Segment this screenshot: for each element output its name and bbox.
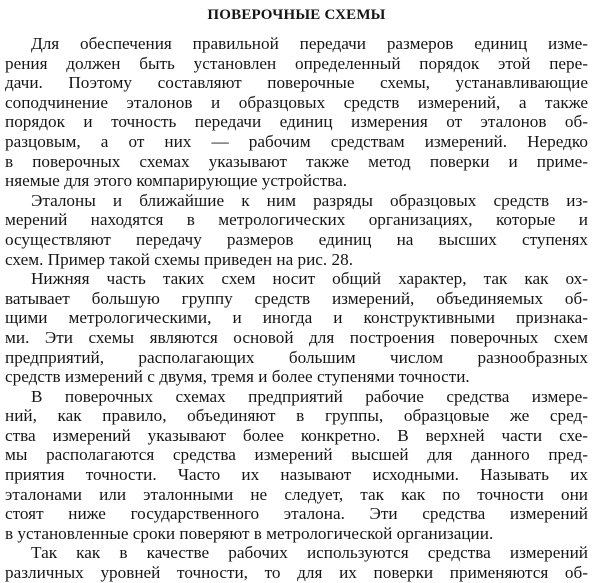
text-line: приятия точности. Часто их называют исходными. Называть их bbox=[5, 465, 588, 485]
text-line: Так как в качестве рабочих используются средства измерений bbox=[31, 543, 588, 563]
text-line: средств измерений с двумя, тремя и более ступенями точности. bbox=[5, 367, 470, 387]
text-line: стоят ниже государственного эталона. Эти средства измерений bbox=[5, 504, 588, 524]
text-line: Нижняя часть таких схем носит общий характер, так как ох- bbox=[31, 269, 588, 289]
text-line: ми. Эти схемы являются основой для построения поверочных схем bbox=[5, 327, 588, 347]
text-line: няемые для этого компарирующие устройства. bbox=[5, 171, 348, 191]
section-title: ПОВЕРОЧНЫЕ СХЕМЫ bbox=[207, 7, 386, 23]
text-line: схем. Пример такой схемы приведен на рис. 28. bbox=[5, 249, 353, 269]
text-line: рения должен быть установлен определенный порядок этой пере- bbox=[5, 53, 588, 73]
paragraph-3 bbox=[5, 269, 588, 387]
paragraph-5 bbox=[5, 543, 588, 582]
text-line: в установленные сроки поверяют в метрологической организации. bbox=[5, 523, 494, 543]
text-line: Эталоны и ближайшие к ним разряды образцовых средств из- bbox=[31, 190, 588, 210]
text-line: ства измерений указывают более конкретно. В верхней части схе- bbox=[5, 425, 588, 445]
text-line: различных уровней точности, то для их поверки применяются об- bbox=[5, 563, 588, 583]
text-line: ватывает большую группу средств измерений, объединяемых об- bbox=[5, 288, 588, 308]
document-page bbox=[5, 0, 588, 583]
text-line: разцовым, а от них — рабочим средствам измерений. Нередко bbox=[5, 131, 588, 151]
text-line: Для обеспечения правильной передачи размеров единиц изме- bbox=[31, 34, 588, 53]
paragraph-4 bbox=[5, 387, 588, 544]
paragraph-1 bbox=[5, 34, 588, 191]
text-line: соподчинение эталонов и образцовых средств измерений, а также bbox=[5, 92, 588, 112]
text-line: эталонами или эталонными не следует, так как по точности они bbox=[5, 484, 588, 504]
text-line: щими метрологическими, и иногда и конструктивными признака- bbox=[5, 308, 588, 328]
text-line: мы располагаются средства измерений высшей для данного пред- bbox=[5, 445, 588, 465]
text-line: осуществляют передачу размеров единиц на высших ступенях bbox=[5, 229, 588, 249]
text-line: порядок и точность передачи единиц измерения от эталонов об- bbox=[5, 112, 588, 132]
document-body bbox=[5, 34, 588, 583]
text-line: мерений находятся в метрологических организациях, которые и bbox=[5, 210, 588, 230]
text-line: дачи. Поэтому составляют поверочные схемы, устанавливающие bbox=[5, 73, 588, 93]
paragraph-2 bbox=[5, 191, 588, 269]
text-line: предприятий, располагающих большим числом разнообразных bbox=[5, 347, 588, 367]
text-line: в поверочных схемах указывают также метод поверки и приме- bbox=[5, 151, 588, 171]
text-line: В поверочных схемах предприятий рабочие средства измере- bbox=[31, 386, 588, 406]
text-line: ний, как правило, объединяют в группы, образцовые же сред- bbox=[5, 406, 588, 426]
